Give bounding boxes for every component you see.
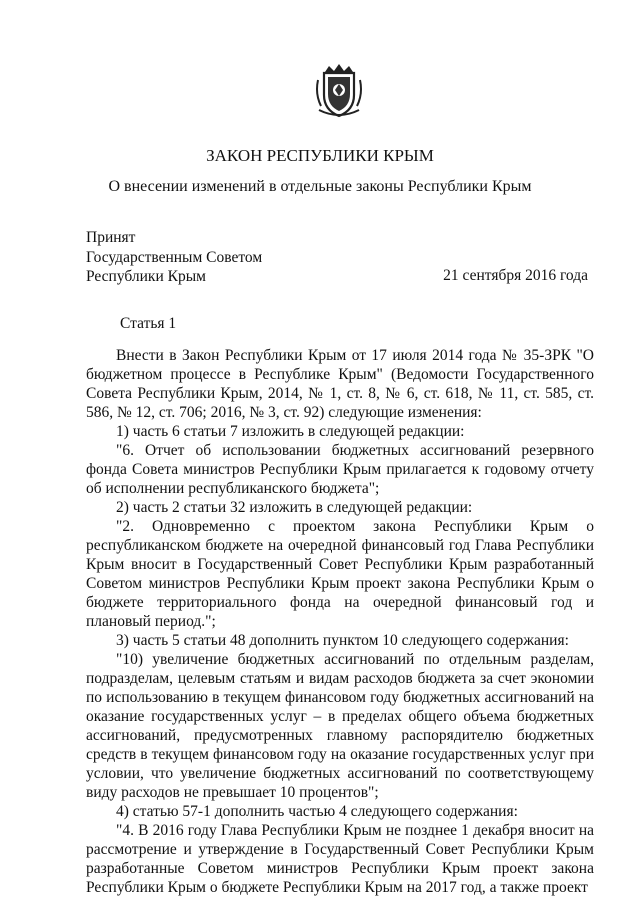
law-subtitle: О внесении изменений в отдельные законы Республики Крым: [108, 178, 532, 195]
adopted-label: Принят: [86, 229, 136, 246]
crimea-coat-of-arms-icon: [315, 62, 363, 118]
article-paragraph: "10) увеличение бюджетных ассигнований по отдельным разделам, подразделам, целевым статьям и видам расходов бюджета за счет экономии по использованию в текущем финансовом году бюджетных ассигнований на оказание государственных услуг – в пределах общего объема бюджетных ассигнований, предусмотренных главному распорядителю бюджетных средств в текущем финансовом году на оказание государственных услуг при условии, что увеличение бюджетных ассигнований по соответствующему виду расходов не превышает 10 процентов";: [86, 651, 594, 801]
article-paragraph: 4) статью 57-1 дополнить частью 4 следующего содержания:: [116, 803, 518, 820]
article-paragraph: Внести в Закон Республики Крым от 17 июля 2014 года № 35-ЗРК "О бюджетном процессе в Республике Крым" (Ведомости Государственного Совета Республики Крым, 2014, № 1, ст. 8, № 6, ст. 618, № 11, ст. 585, ст. 586, № 12, ст. 706; 2016, № 3, ст. 92) следующие изменения:: [86, 347, 594, 421]
adopted-republic: Республики Крым: [86, 268, 206, 285]
article-paragraph: "6. Отчет об использовании бюджетных ассигнований резервного фонда Совета министров Республики Крым прилагается к годовому отчету об исполнении республиканского бюджета";: [86, 442, 594, 497]
article-paragraph: 1) часть 6 статьи 7 изложить в следующей редакции:: [116, 423, 465, 440]
adoption-date: 21 сентября 2016 года: [443, 267, 588, 284]
article-body: [86, 346, 594, 897]
adoption-block: [86, 228, 262, 287]
article-paragraph: 2) часть 2 статьи 32 изложить в следующей редакции:: [116, 499, 473, 516]
article-paragraph: "2. Одновременно с проектом закона Республики Крым о республиканском бюджете на очередной финансовый год Глава Республики Крым вносит в Государственный Совет Республики Крым разработанный Советом министров Республики Крым проект закона Республики Крым о бюджете территориального фонда на очередной финансовый год и плановый период.";: [86, 518, 594, 630]
law-title: ЗАКОН РЕСПУБЛИКИ КРЫМ: [206, 146, 434, 165]
article-paragraph: "4. В 2016 году Глава Республики Крым не позднее 1 декабря вносит на рассмотрение и утверждение в Государственный Совет Республики Крым разработанные Советом министров Республики Крым проект закона Республики Крым о бюджете Республики Крым на 2017 год, а также проект: [86, 822, 594, 896]
article-heading: Статья 1: [120, 315, 177, 332]
adopted-by-council: Государственным Советом: [86, 248, 263, 266]
article-paragraph: 3) часть 5 статьи 48 дополнить пунктом 10 следующего содержания:: [116, 632, 569, 649]
